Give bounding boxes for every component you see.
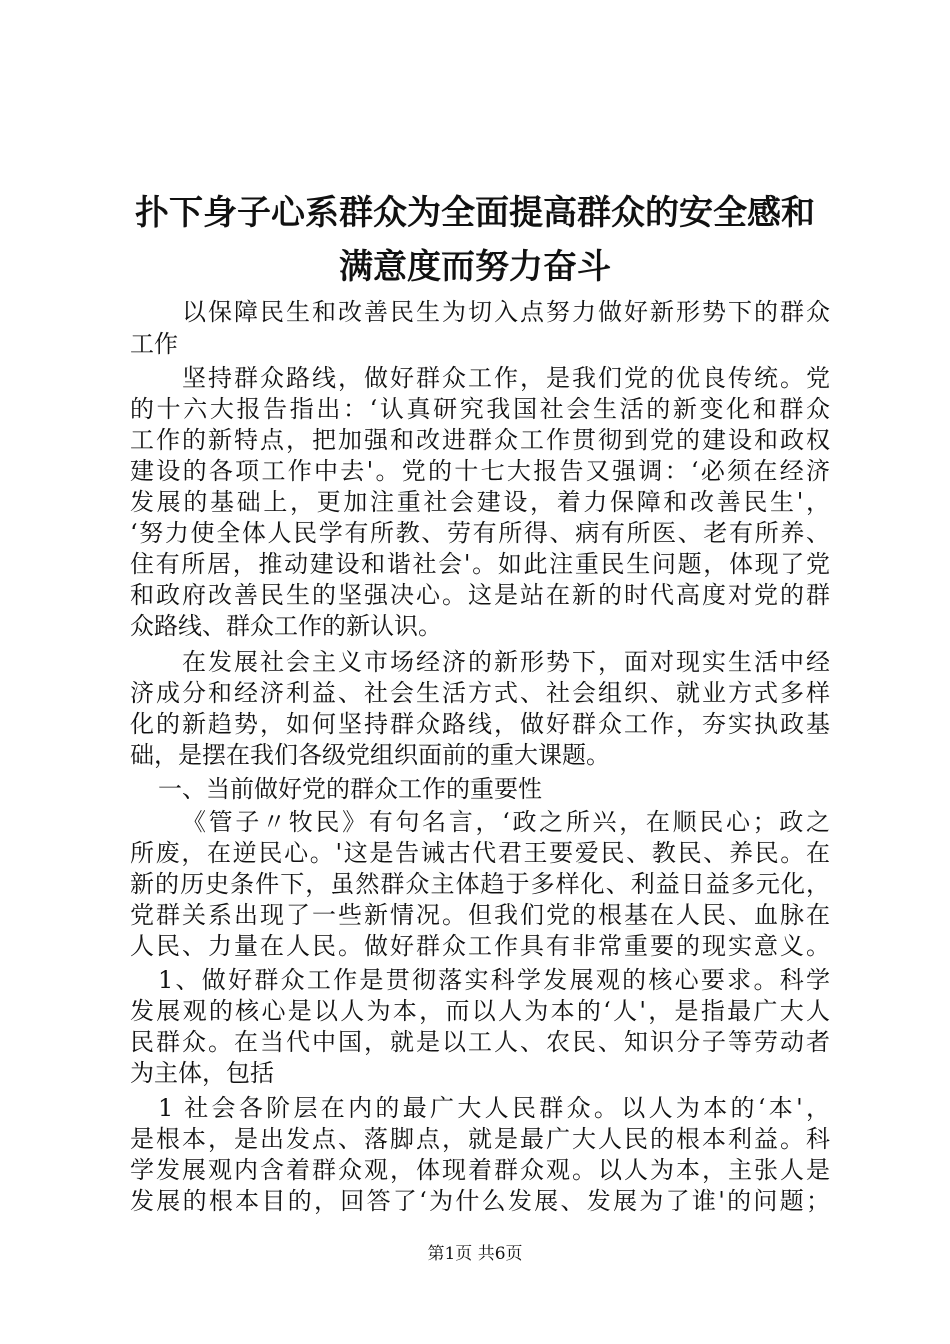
paragraph-line: 和政府改善民生的坚强决心。这是站在新的时代高度对党的群: [130, 581, 830, 609]
paragraph-line: 《管子〃牧民》有句名言，‘政之所兴，在顺民心；政之: [182, 808, 830, 836]
paragraph-line: 是根本，是出发点、落脚点，就是最广大人民的根本利益。科: [130, 1125, 830, 1153]
paragraph-line: 1、做好群众工作是贯彻落实科学发展观的核心要求。科学: [158, 966, 830, 994]
paragraph-line: 众路线、群众工作的新认识。: [130, 612, 442, 640]
paragraph-line: 发展的根本目的，回答了‘为什么发展、发展为了谁'的问题；: [130, 1187, 830, 1215]
paragraph-line: 发展观的核心是以人为本，而以人为本的‘人'，是指最广大人: [130, 997, 830, 1025]
paragraph-line: 坚持群众路线，做好群众工作，是我们党的优良传统。党: [182, 364, 830, 392]
subtitle-line: 工作: [130, 330, 178, 358]
paragraph-line: 础，是摆在我们各级党组织面前的重大课题。: [130, 741, 610, 769]
paragraph-line: 党群关系出现了一些新情况。但我们党的根基在人民、血脉在: [130, 901, 830, 929]
subtitle-line: 以保障民生和改善民生为切入点努力做好新形势下的群众: [182, 298, 830, 326]
document-title-line-2: 满意度而努力奋斗: [339, 247, 611, 287]
paragraph-line: 济成分和经济利益、社会生活方式、社会组织、就业方式多样: [130, 679, 830, 707]
paragraph-line: 新的历史条件下，虽然群众主体趋于多样化、利益日益多元化，: [130, 870, 830, 898]
paragraph-line: ‘努力使全体人民学有所教、劳有所得、病有所医、老有所养、: [130, 519, 830, 547]
paragraph-line: 在发展社会主义市场经济的新形势下，面对现实生活中经: [182, 648, 830, 676]
paragraph-line: 住有所居，推动建设和谐社会'。如此注重民生问题，体现了党: [130, 550, 830, 578]
paragraph-line: 建设的各项工作中去'。党的十七大报告又强调：‘必须在经济: [130, 457, 830, 485]
paragraph-line: 人民、力量在人民。做好群众工作具有非常重要的现实意义。: [130, 932, 830, 960]
paragraph-line: 为主体，包括: [130, 1059, 274, 1087]
paragraph-line: 所废，在逆民心。'这是告诫古代君王要爱民、教民、养民。在: [130, 839, 830, 867]
paragraph-line: 民群众。在当代中国，就是以工人、农民、知识分子等劳动者: [130, 1028, 830, 1056]
paragraph-line: 学发展观内含着群众观，体现着群众观。以人为本，主张人是: [130, 1156, 830, 1184]
page-number-footer: 第1页 共6页: [427, 1244, 523, 1264]
paragraph-line: 的十六大报告指出：‘认真研究我国社会生活的新变化和群众: [130, 395, 830, 423]
document-title-line-1: 扑下身子心系群众为全面提高群众的安全感和: [135, 193, 815, 233]
section-heading: 一、当前做好党的群众工作的重要性: [158, 775, 542, 803]
paragraph-line: 工作的新特点，把加强和改进群众工作贯彻到党的建设和政权: [130, 426, 830, 454]
paragraph-line: 发展的基础上，更加注重社会建设，着力保障和改善民生'，: [130, 488, 830, 516]
paragraph-line: 化的新趋势，如何坚持群众路线，做好群众工作，夯实执政基: [130, 710, 830, 738]
paragraph-line: 1 社会各阶层在内的最广大人民群众。以人为本的‘本'，: [158, 1094, 830, 1122]
